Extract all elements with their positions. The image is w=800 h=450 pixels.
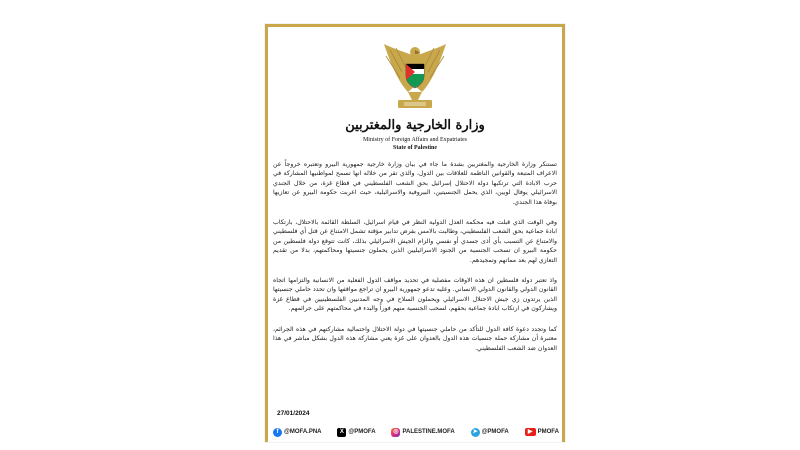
- paragraph: واذ تعتبر دولة فلسطين ان هذه الاوقات مفصلية في تحديد مواقف الدول الفعلية من الانسانية والتزامها اتجاه القانون الدولي والقانون الدولي الانساني. وعليه تدعو جمهورية البيرو ان تراجع مواقفها وان تحدد حاملي جنسيتها الذين يرتدون زي جيش الاحتلال الاسرائيلي ويحملون السلاح في وجه المدنيين الفلسطينيين في قطاع غزة ويشاركون في ارتكاب ابادة جماعية بحقهم، لسحب الجنسية منهم فوراً والبدء في محاكمتهم على جرائمهم.: [273, 277, 557, 313]
- state-name: State of Palestine: [393, 145, 437, 151]
- ministry-arabic-name: وزارة الخارجية والمغتربين: [345, 118, 485, 133]
- palestine-eagle-emblem-icon: [382, 42, 448, 112]
- social-instagram[interactable]: [391, 428, 454, 437]
- statement-date: 27/01/2024: [277, 410, 310, 417]
- statement-body: [273, 160, 557, 364]
- social-handle: PALESTINE.MOFA: [402, 429, 455, 435]
- facebook-icon: f: [273, 428, 282, 437]
- social-facebook[interactable]: [273, 428, 322, 437]
- social-handle: @PMOFA: [348, 429, 376, 435]
- instagram-icon: ◎: [393, 428, 399, 435]
- telegram-icon: ➤: [472, 428, 478, 435]
- press-release-document: [265, 24, 565, 442]
- social-handle: @PMOFA: [481, 429, 509, 435]
- social-links-bar: [273, 426, 559, 438]
- paragraph: تستنكر وزارة الخارجية والمغتربين بشدة ما جاء في بيان وزارة خارجية جمهورية البيرو وتعتبره خروجاً عن الاعراف المتبعة والقوانين الناظمة للعلاقات بين الدول، والذي تقر من خلاله انها تسمح لمواطنيها المشاركة في حرب الابادة التي ترتكبها دولة الاحتلال إسرائيل بحق الشعب الفلسطيني في قطاع غزة، من خلال الجندي الاسرائيلي يوفال لوبين، الذي يحمل الجنسيتين، البيروفية والاسرائيلية، حيث اعربت حكومة البيرو عن تعازيها بوفاة هذا الجندي.: [273, 161, 557, 206]
- paragraph: كما وتجدد دعوة كافة الدول للتأكد من حاملي جنسيتها في دولة الاحتلال واحتمالية مشاركتهم في هذه الجرائم، معتبرة أن مشاركة حملة جنسيات هذه الدول بالعدوان على غزة يعني مشاركة هذه الدول بشكل مباشر في هذا العدوان ضد الشعب الفلسطيني.: [273, 325, 557, 352]
- social-youtube[interactable]: [525, 428, 559, 436]
- social-handle: PMOFA: [537, 429, 559, 435]
- youtube-icon: ▶: [525, 428, 536, 436]
- social-telegram[interactable]: [471, 428, 509, 437]
- x-twitter-icon: X: [337, 428, 346, 437]
- social-handle: @MOFA.PNA: [284, 429, 322, 435]
- ministry-english-name: Ministry of Foreign Affairs and Expatriates: [362, 137, 468, 143]
- social-x[interactable]: [337, 428, 375, 437]
- paragraph: وفي الوقت الذي قبلت فيه محكمة العدل الدولية النظر في قيام اسرائيل، السلطة القائمة بالاحتلال، بارتكاب ابادة جماعية بحق الشعب الفلسطيني، وطالبت بالامس بفرض تدابير مؤقتة تشمل الامتناع عن قتل أي فلسطيني والامتناع عن التسبب بأي أذى جسدي أو نفسي والزام الجيش الاسرائيلي بذلك، كانت تتوقع دولة فلسطين من حكومة البيرو ان تسحب الجنسية من الجنود الاسرائيليين الذين يحملون جنسيتها ومحاكمتهم، بدلا من تقديم التعازي لهم بعد مماتهم وتمجيدهم.: [273, 219, 557, 264]
